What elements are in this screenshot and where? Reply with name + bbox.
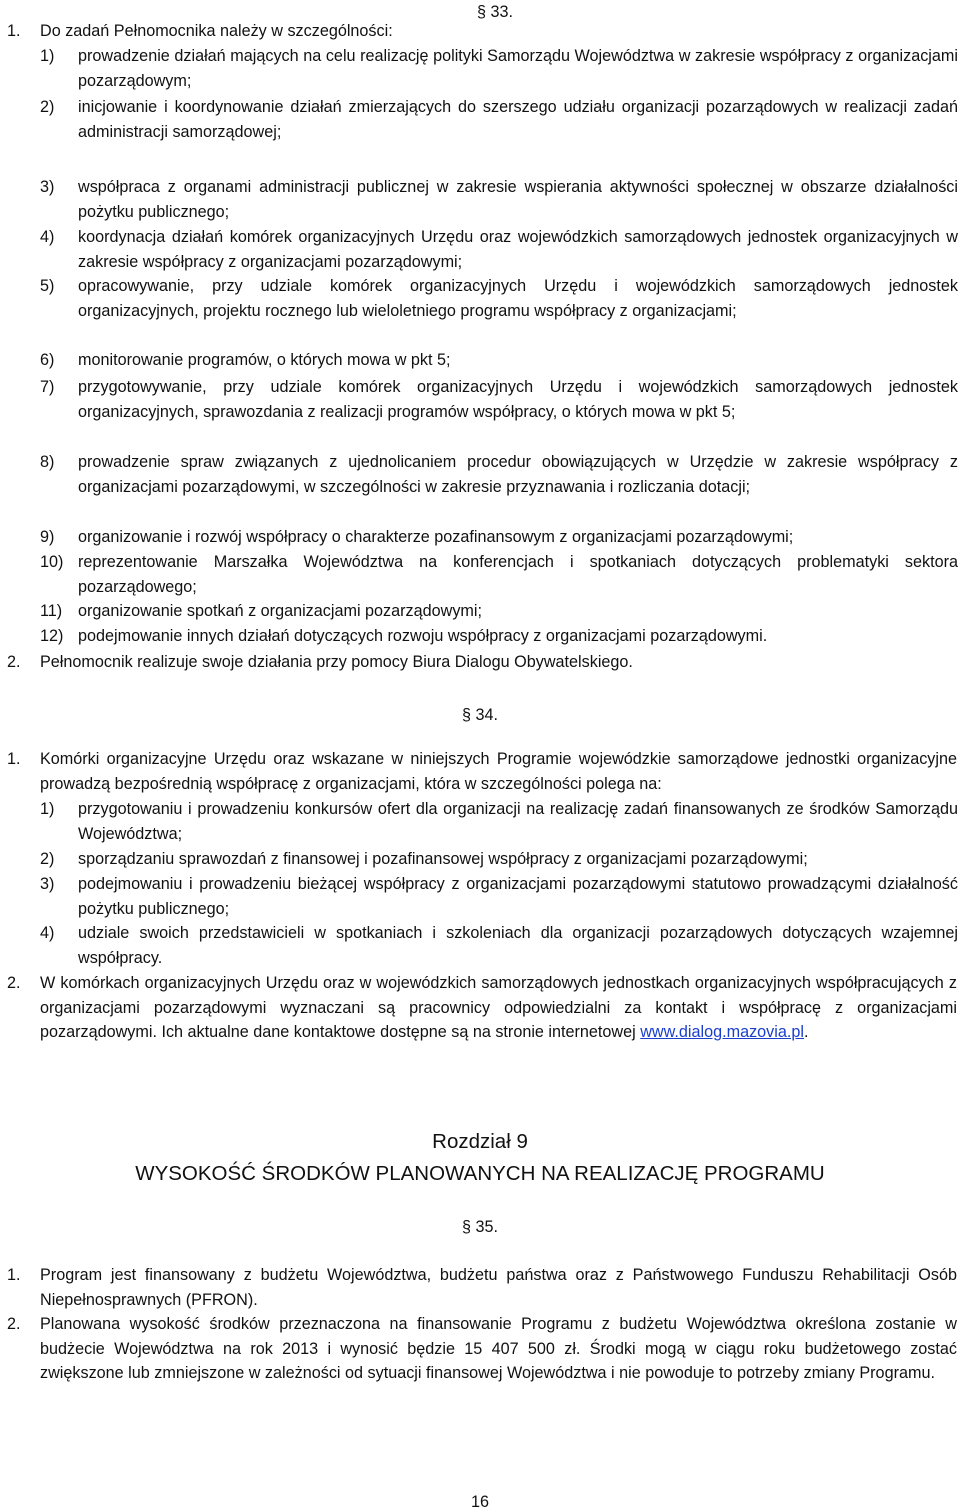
sec35-paragraph-1 [7, 1263, 957, 1312]
paragraph-text: Komórki organizacyjne Urzędu oraz wskazane w niniejszych Programie wojewódzkie samorządowe jednostki organizacyjne prowadzą bezpośrednią współpracę z organizacjami, która w szczególności polega na: [40, 750, 957, 793]
paragraph-text-end: . [803, 1023, 809, 1042]
list-item-text: podejmowanie innych działań dotyczących rozwoju współpracy z organizacjami pozarządowymi. [78, 627, 768, 645]
list-item-number: 7) [40, 378, 55, 396]
sec33-paragraph-1 [7, 19, 957, 44]
list-item [40, 348, 958, 373]
list-item [40, 599, 958, 624]
sec33-paragraph-2 [7, 650, 957, 675]
list-item [40, 797, 958, 846]
section-heading-35: § 35. [461, 1218, 498, 1236]
list-item [40, 44, 958, 93]
paragraph-text: Pełnomocnik realizuje swoje działania przy pomocy Biura Dialogu Obywatelskiego. [40, 653, 633, 671]
list-item-number: 4) [40, 924, 55, 942]
list-item-text: organizowanie i rozwój współpracy o charakterze pozafinansowym z organizacjami pozarządowymi; [78, 528, 794, 546]
list-item [40, 95, 958, 144]
list-item-text: prowadzenie działań mających na celu realizację polityki Samorządu Województwa w zakresie współpracy z organizacjami pozarządowym; [78, 47, 958, 90]
list-item-number: 1) [40, 47, 55, 65]
section-heading-33: § 33. [476, 3, 513, 21]
list-item-text: inicjowanie i koordynowanie działań zmierzających do szerszego udziału organizacji pozarządowych w realizacji zadań administracji samorządowej; [78, 98, 958, 141]
website-link[interactable]: www.dialog.mazovia.pl [640, 1023, 804, 1042]
list-item [40, 550, 958, 599]
paragraph-number: 2. [7, 653, 21, 671]
list-item [40, 274, 958, 323]
paragraph-number: 1. [7, 22, 21, 40]
paragraph-text: Do zadań Pełnomocnika należy w szczególności: [40, 22, 393, 40]
list-item [40, 872, 958, 921]
list-item-text: przygotowaniu i prowadzeniu konkursów ofert dla organizacji na realizację zadań finansowanych ze środków Samorządu Województwa; [78, 800, 958, 843]
page-number: 16 [470, 1493, 489, 1511]
list-item-number: 11) [40, 602, 63, 620]
list-item-text: opracowywanie, przy udziale komórek organizacyjnych Urzędu i wojewódzkich samorządowych jednostek organizacyjnych, projektu rocznego lub wieloletniego programu współpracy z organizacjami; [78, 277, 958, 320]
list-item [40, 921, 958, 970]
paragraph-number: 2. [7, 974, 21, 992]
list-item-number: 9) [40, 528, 55, 546]
section-heading-34: § 34. [461, 706, 498, 724]
list-item-number: 4) [40, 228, 55, 246]
paragraph-text: Program jest finansowany z budżetu Województwa, budżetu państwa oraz z Państwowego Funduszu Rehabilitacji Osób Niepełnosprawnych (PFRON). [40, 1266, 957, 1309]
list-item-number: 3) [40, 875, 55, 893]
list-item-text: monitorowanie programów, o których mowa w pkt 5; [78, 351, 451, 369]
sec34-paragraph-2 [7, 971, 957, 1045]
list-item [40, 525, 958, 550]
list-item-text: sporządzaniu sprawozdań z finansowej i pozafinansowej współpracy z organizacjami pozarządowymi; [78, 850, 808, 868]
list-item-number: 8) [40, 453, 55, 471]
list-item [40, 450, 958, 499]
paragraph-text [40, 971, 957, 1045]
chapter-subtitle: WYSOKOŚĆ ŚRODKÓW PLANOWANYCH NA REALIZACJĘ PROGRAMU [135, 1162, 825, 1185]
list-item [40, 225, 958, 274]
list-item-number: 12) [40, 627, 64, 645]
list-item-text: organizowanie spotkań z organizacjami pozarządowymi; [78, 602, 482, 620]
list-item-number: 10) [40, 553, 64, 571]
list-item-number: 2) [40, 98, 55, 116]
paragraph-number: 1. [7, 1266, 21, 1284]
list-item-number: 3) [40, 178, 55, 196]
list-item-number: 6) [40, 351, 55, 369]
sec35-paragraph-2 [7, 1312, 957, 1386]
list-item-text: podejmowaniu i prowadzeniu bieżącej współpracy z organizacjami pozarządowymi statutowo prowadzącymi działalność pożytku publicznego; [78, 875, 958, 918]
list-item-text: prowadzenie spraw związanych z ujednolicaniem procedur obowiązujących w Urzędzie w zakresie współpracy z organizacjami pozarządowymi, w szczególności w zakresie przyznawania i rozliczania dotacji; [78, 453, 958, 496]
list-item-text: przygotowywanie, przy udziale komórek organizacyjnych Urzędu i wojewódzkich samorządowych jednostek organizacyjnych, sprawozdania z realizacji programów współpracy, o których mowa w pkt 5; [78, 378, 958, 421]
chapter-title: Rozdział 9 [432, 1130, 528, 1153]
list-item-number: 1) [40, 800, 55, 818]
list-item-text: koordynacja działań komórek organizacyjnych Urzędu oraz wojewódzkich samorządowych jednostek organizacyjnych w zakresie współpracy z organizacjami pozarządowymi; [78, 228, 958, 271]
list-item [40, 375, 958, 424]
list-item-text: udziale swoich przedstawicieli w spotkaniach i szkoleniach dla organizacji pozarządowych dotyczących wzajemnej współpracy. [78, 924, 958, 967]
list-item [40, 847, 958, 872]
paragraph-text: Planowana wysokość środków przeznaczona na finansowanie Programu z budżetu Województwa określona zostanie w budżecie Województwa na rok 2013 i wynosić będzie 15 407 500 zł. Środki mogą w ciągu roku budżetowego zostać zwiększone lub zmniejszone w zależności od sytuacji finansowej Województwa i nie powoduje to potrzeby zmiany Programu. [40, 1315, 957, 1383]
paragraph-text-body: W komórkach organizacyjnych Urzędu oraz w wojewódzkich samorządowych jednostkach organizacyjnych współpracujących z organizacjami pozarządowymi wyznaczani są pracownicy odpowiedzialni za kontakt i współpracę z organizacjami pozarządowymi. Ich aktualne dane kontaktowe dostępne są na stronie internetowej [40, 974, 957, 1042]
list-item [40, 624, 958, 649]
list-item-number: 5) [40, 277, 55, 295]
paragraph-number: 2. [7, 1315, 21, 1333]
list-item-number: 2) [40, 850, 55, 868]
list-item [40, 175, 958, 224]
list-item-text: współpraca z organami administracji publicznej w zakresie wspierania aktywności społecznej w obszarze działalności pożytku publicznego; [78, 178, 958, 221]
paragraph-number: 1. [7, 750, 21, 768]
list-item-text: reprezentowanie Marszałka Województwa na konferencjach i spotkaniach dotyczących problematyki sektora pozarządowego; [78, 553, 958, 596]
sec34-paragraph-1 [7, 747, 957, 796]
